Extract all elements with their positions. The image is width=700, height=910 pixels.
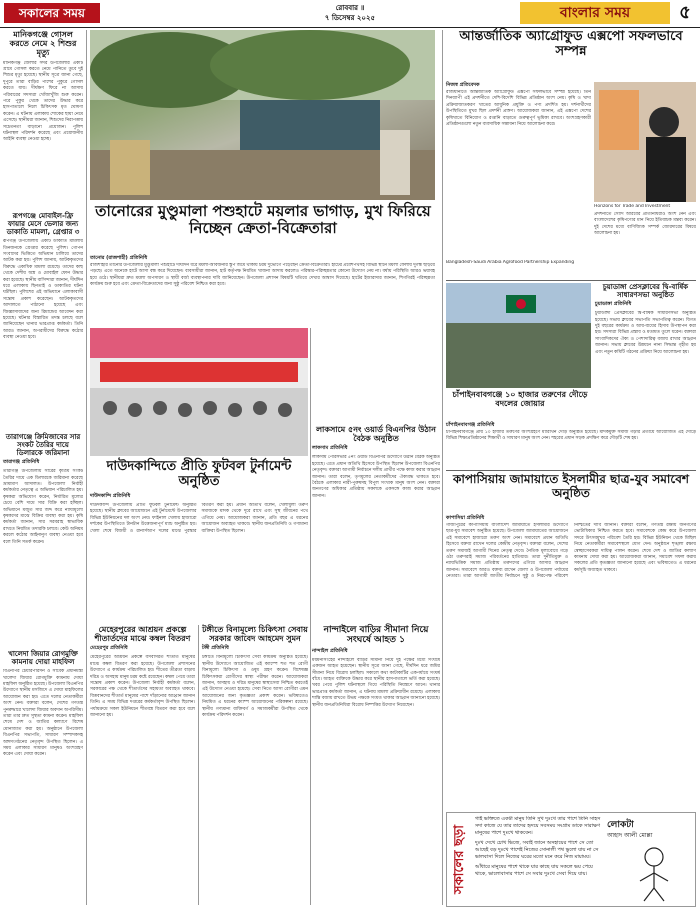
byline: তানোর (রাজশাহী) প্রতিনিধি bbox=[90, 255, 148, 261]
poem-author: আহাদ আলী মোল্লা bbox=[607, 832, 653, 839]
article-ambulance: রূপগঞ্জে মোবাইল-ফ্রি ফায়ার মেসে ভেলার জন্য ডাকাতি মামলা, গ্রেপ্তার ৩ রূপগঞ্জ উপজেলায় একটি ডাকাতি মামলায় তিনজনকে গ্রেপ্তার করেছে পুলিশ। গোপন সংবাদের ভিত্তিতে অভিযান চালিয়ে তাদের আটক করা হয়। পুলিশ জানায়, আটককৃতদের বিরুদ্ধে একাধিক মামলা রয়েছে। তাদের কাছ থেকে দেশীয় অস্ত্র ও মোবাইল ফোন উদ্ধার করা হয়েছে। স্থানীয় বাসিন্দারা জানান, দীর্ঘদিন ধরে এলাকায় ছিনতাই ও ডাকাতির ঘটনা ঘটছিল। পুলিশের এই অভিযানে এলাকাবাসী সন্তোষ প্রকাশ করেছেন। আটককৃতদের আদালতে পাঠানো হয়েছে এবং জিজ্ঞাসাবাদের জন্য রিমান্ডের আবেদন করা হয়েছে। ঘটনার বিস্তারিত তদন্ত চলছে বলে জানিয়েছেন থানার ভারপ্রাপ্ত কর্মকর্তা। তিনি আরও জানান, অপরাধীদের বিরুদ্ধে কঠোর ব্যবস্থা নেওয়া হবে। bbox=[3, 212, 83, 341]
poem-stanza: আঁধারে মানুষের পাশে থাকে যার কাছে যায় সকলে ভয় পেয়ে থাকে, ভালোবাসার পাশে সে সবার দুঃখে সেবা দিয়ে যায়। bbox=[475, 864, 593, 877]
rally-photo bbox=[446, 283, 591, 388]
article-khaleda: খালেদা জিয়ার রোগমুক্তি কামনায় দোয়া মাহফিল বিএনপির চেয়ারপারসন ও সাবেক প্রধানমন্ত্রী খালেদা জিয়ার রোগমুক্তি কামনায় দোয়া মাহফিল অনুষ্ঠিত হয়েছে। উপজেলা বিএনপির উদ্যোগে স্থানীয় মসজিদে এ দোয়া মাহফিলের আয়োজন করা হয়। এতে দলের নেতাকর্মীরা অংশ নেন। বক্তারা বলেন, দেশের গণতন্ত্র পুনরুদ্ধারে খালেদা জিয়ার অবদান অপরিসীম। তারা তার দ্রুত সুস্থতা কামনা করেন। মাহফিল শেষে দেশ ও জাতির কল্যাণে বিশেষ মোনাজাত করা হয়। অনুষ্ঠানে উপজেলা বিএনপির সভাপতি, সাধারণ সম্পাদকসহ অঙ্গসংগঠনের নেতৃবৃন্দ উপস্থিত ছিলেন। এ সময় এলাকার সাধারণ মানুষও অংশগ্রহণ করেন এবং দোয়া করেন। bbox=[3, 650, 83, 758]
article-meherpur: মেহেরপুরের আশ্রয়ন প্রকল্পে শীতার্তদের মাঝে কম্বল বিতরণ মেহেরপুর প্রতিনিধি মেহেরপুরের আশ্রয়ন প্রকল্পে বসবাসরত শীতার্ত মানুষের মাঝে কম্বল বিতরণ করা হয়েছে। উপজেলা প্রশাসনের উদ্যোগে এ কার্যক্রম পরিচালিত হয়। শীতের তীব্রতা বাড়ায় দরিদ্র ও অসহায় মানুষ চরম কষ্টে রয়েছেন। কম্বল পেয়ে তারা সন্তোষ প্রকাশ করেন। উপজেলা নির্বাহী কর্মকর্তা বলেন, সরকারের পক্ষ থেকে শীতার্তদের সহায়তা অব্যাহত থাকবে। বিত্তবানদের শীতার্ত মানুষের পাশে দাঁড়ানোর আহ্বান জানান তিনি। এ সময় বিভিন্ন দপ্তরের কর্মকর্তাবৃন্দ উপস্থিত ছিলেন। পর্যায়ক্রমে সকল ইউনিয়নে শীতবস্ত্র বিতরণ করা হবে বলে জানানো হয়। bbox=[90, 625, 195, 719]
article-title: মানিকগঞ্জে গোসল করতে নেমে ২ শিশুর মৃত্যু bbox=[9, 30, 77, 58]
article-tongi: টঙ্গীতে বিনামূল্যে চিকিৎসা সেবায় সরকার জাবেদ আহমেদ সুমন টঙ্গী প্রতিনিধি টঙ্গীতে বিনামূল্যে চিকিৎসা সেবা কার্যক্রম অনুষ্ঠিত হয়েছে। স্থানীয় উদ্যোগে আয়োজিত এই ক্যাম্পে শত শত রোগী বিনামূল্যে চিকিৎসা ও ওষুধ গ্রহণ করেন। বিশেষজ্ঞ চিকিৎসকরা রোগীদের স্বাস্থ্য পরীক্ষা করেন। আয়োজকরা জানান, অসহায় ও দরিদ্র মানুষের স্বাস্থ্যসেবা নিশ্চিত করতেই এই উদ্যোগ নেওয়া হয়েছে। সেবা নিতে আসা রোগীরা এমন আয়োজনের জন্য কৃতজ্ঞতা প্রকাশ করেন। ভবিষ্যতেও নিয়মিত এ ধরনের ক্যাম্প আয়োজনের পরিকল্পনা রয়েছে। স্থানীয় গণ্যমান্য ব্যক্তিবর্গ ও সমাজকর্মীরা উপস্থিত থেকে কার্যক্রম পরিদর্শন করেন। bbox=[202, 625, 308, 719]
meeting-photo-illustration bbox=[90, 328, 308, 456]
lead-headline bbox=[88, 203, 438, 248]
article-title: আন্তর্জাতিক অ্যাগ্রোফুড এক্সপো সফলভাবে সম্পন্ন bbox=[459, 29, 683, 59]
byline: নিজস্ব প্রতিবেদক bbox=[446, 82, 480, 88]
byline: কাপাসিয়া প্রতিনিধি bbox=[446, 515, 485, 521]
masthead-logo: সকালের সময় bbox=[4, 3, 100, 23]
expo-photo-caption: Horizons for Trade and Investment bbox=[594, 204, 671, 209]
lead-photo bbox=[90, 30, 435, 200]
poem-title: লোকটা bbox=[607, 820, 634, 830]
masthead bbox=[0, 0, 700, 26]
byline: চাঁপাইনবাবগঞ্জ প্রতিনিধি bbox=[446, 422, 495, 428]
cartoon-man-icon bbox=[622, 843, 687, 903]
lead-photo-illustration bbox=[90, 30, 435, 200]
article-title: খালেদা জিয়ার রোগমুক্তি কামনায় দোয়া মাহফিল bbox=[8, 650, 78, 667]
article-title: চাঁপাইনবাবগঞ্জে ১০ হাজার তরুণের দৌড়ে বদলের জোয়ার bbox=[452, 390, 588, 409]
poem-box bbox=[446, 812, 696, 907]
article-football: দাউদকান্দিতে প্রীতি ফুটবল টুর্নামেন্ট অনুষ্ঠিত দাউদকান্দি প্রতিনিধি দাউদকান্দি উপজেলায় প্রীতি ফুটবল টুর্নামেন্ট অনুষ্ঠিত হয়েছে। স্থানীয় ক্লাবের আয়োজনে এই টুর্নামেন্টে উপজেলার বিভিন্ন ইউনিয়নের দল অংশ নেয়। ফাইনাল খেলায় হাজারো দর্শকের উপস্থিতিতে টানটান উত্তেজনাপূর্ণ ম্যাচ অনুষ্ঠিত হয়। খেলা শেষে বিজয়ী ও রানার্সআপ দলের মাঝে পুরস্কার বিতরণ করা হয়। প্রধান অতিথি বলেন, খেলাধুলা তরুণ সমাজকে মাদক থেকে দূরে রাখে এবং সুস্থ জীবনের পথে এগিয়ে নেয়। আয়োজকরা জানান, প্রতি বছর এ ধরনের আয়োজন অব্যাহত থাকবে। স্থানীয় জনপ্রতিনিধি ও গণ্যমান্য ব্যক্তিরা উপস্থিত ছিলেন। bbox=[90, 459, 308, 534]
article-nandail: নান্দাইলে বাড়ির সীমানা নিয়ে সংঘর্ষে আহত ১ নান্দাইল প্রতিনিধি ময়মনসিংহের নান্দাইলে বাড়ির সীমানা নিয়ে দুই পক্ষের মধ্যে সংঘর্ষে একজন আহত হয়েছেন। স্থানীয় সূত্রে জানা গেছে, দীর্ঘদিন ধরে জমির সীমানা নিয়ে বিরোধ চলছিল। সকালে কথা কাটাকাটির একপর্যায়ে সংঘর্ষ বাঁধে। আহত ব্যক্তিকে উদ্ধার করে স্থানীয় হাসপাতালে ভর্তি করা হয়েছে। খবর পেয়ে পুলিশ ঘটনাস্থলে গিয়ে পরিস্থিতি নিয়ন্ত্রণে আনে। থানার ভারপ্রাপ্ত কর্মকর্তা জানান, এ ঘটনায় মামলা প্রক্রিয়াধীন রয়েছে। এলাকায় শান্তি বজায় রাখতে উভয় পক্ষকে সংযত থাকার আহ্বান জানানো হয়েছে। স্থানীয় জনপ্রতিনিধিরা বিরোধ নিষ্পত্তির উদ্যোগ নিয়েছেন। bbox=[312, 625, 440, 708]
article-kapasia bbox=[446, 473, 696, 513]
expo-body: নিজস্ব প্রতিবেদক রাজধানীতে আন্তর্জাতিক অ্যাগ্রোফুড এক্সপো সফলভাবে সম্পন্ন হয়েছে। তিন দিনব্যাপী এই প্রদর্শনীতে দেশি-বিদেশি বিভিন্ন প্রতিষ্ঠান অংশ নেয়। কৃষি ও খাদ্য প্রক্রিয়াজাতকরণ খাতের আধুনিক প্রযুক্তি ও পণ্য প্রদর্শিত হয়। দর্শনার্থীদের উপস্থিতিতে মুখর ছিল প্রদর্শনী প্রাঙ্গণ। আয়োজকরা জানান, এই এক্সপো দেশের কৃষিখাতে বিনিয়োগ ও রপ্তানি বাড়াতে গুরুত্বপূর্ণ ভূমিকা রাখবে। অংশগ্রহণকারী প্রতিষ্ঠানগুলো নতুন ব্যবসায়িক সম্ভাবনা নিয়ে আলোচনা করে। Bangladesh-Saudi Arabia Agrofood Partnership Expanding bbox=[446, 82, 591, 277]
poem-text bbox=[475, 816, 603, 904]
article-title: তানোরের মুণ্ডুমালা পশুহাটে ময়লার ভাগাড়, মুখ ফিরিয়ে নিচ্ছেন ক্রেতা-বিক্রেতারা bbox=[95, 202, 431, 238]
article-title: নান্দাইলে বাড়ির সীমানা নিয়ে সংঘর্ষে আহত ১ bbox=[323, 625, 429, 646]
meeting-photo bbox=[90, 328, 308, 456]
byline: চুয়াডাঙ্গা প্রতিনিধি bbox=[595, 301, 632, 308]
article-title: তারাগঞ্জে ক্রিমিজাবের সার সংকট তৈরির দায়ে ডিলারকে জরিমানা bbox=[5, 433, 81, 458]
article-chapai bbox=[446, 390, 594, 420]
expo-photo bbox=[594, 82, 696, 202]
byline: টঙ্গী প্রতিনিধি bbox=[202, 645, 229, 652]
rally-photo-illustration bbox=[446, 283, 591, 388]
chapai-body: চাঁপাইনবাবগঞ্জ প্রতিনিধি চাঁপাইনবাবগঞ্জে প্রায় ১০ হাজার তরুণের অংশগ্রহণে ম্যারাথন দৌড় অনুষ্ঠিত হয়েছে। মাদকমুক্ত সমাজ গড়ার প্রত্যয়ে আয়োজিত এই দৌড়ে বিভিন্ন শিক্ষাপ্রতিষ্ঠানের শিক্ষার্থী ও সাধারণ মানুষ অংশ নেন। শহরের প্রধান সড়ক প্রদক্ষিণ করে দৌড়টি শেষ হয়। bbox=[446, 422, 696, 442]
byline: লাকসাম প্রতিনিধি bbox=[312, 445, 348, 452]
page-number: ৫ bbox=[679, 2, 691, 23]
byline: নান্দাইল প্রতিনিধি bbox=[312, 647, 348, 654]
expo-english-line: Bangladesh-Saudi Arabia Agrofood Partnership Expanding bbox=[446, 260, 575, 265]
poem-stanza: গাই ভক্তিতে একটা মানুষ তিনি সুখ দুঃখে তার পাশে তিনি সাহস সদা কাজে যে তার তাদের হৃদয়ে সবসময় সংগ্রাম ডাকে সারাক্ষণ মানুষের পাশে দুঃখে থাকবেন। bbox=[475, 816, 601, 836]
byline: তারাগঞ্জ প্রতিনিধি bbox=[3, 459, 40, 466]
article-title: দাউদকান্দিতে প্রীতি ফুটবল টুর্নামেন্ট অনুষ্ঠিত bbox=[106, 459, 292, 489]
lead-body: তানোর (রাজশাহী) প্রতিনিধি রাজশাহীর তানোর উপজেলার মুণ্ডুমালা পশুহাটে দীর্ঘদিন ধরে ময়লা-আবর্জনার স্তূপ জমে থাকায় চরম দুর্ভোগে পড়েছেন ক্রেতা-বিক্রেতারা। হাটের প্রবেশপথসহ বিভিন্ন স্থানে ময়লা ফেলায় দুর্গন্ধ ছড়িয়ে পড়ছে। এতে অনেকে হাটে আসা বন্ধ করে দিয়েছেন। ব্যবসায়ীরা জানান, হাট কর্তৃপক্ষ নিয়মিত খাজনা আদায় করলেও পরিষ্কার-পরিচ্ছন্নতার কোনো উদ্যোগ নেয় না। বর্ষায় পরিস্থিতি আরও ভয়াবহ হয়ে ওঠে। স্থানীয়রা দ্রুত ময়লা অপসারণ ও স্থায়ী বর্জ্য ব্যবস্থাপনার দাবি জানিয়েছেন। উপজেলা প্রশাসন বিষয়টি খতিয়ে দেখার আশ্বাস দিয়েছে। হাটের ইজারাদার জানান, শিগগিরই পরিচ্ছন্নতা কার্যক্রম শুরু হবে এবং ক্রেতা-বিক্রেতাদের জন্য সুষ্ঠু পরিবেশ নিশ্চিত করা হবে। bbox=[90, 255, 435, 288]
article-title: রূপগঞ্জে মোবাইল-ফ্রি ফায়ার মেসে ভেলার জন্য ডাকাতি মামলা, গ্রেপ্তার ৩ bbox=[6, 212, 80, 237]
article-title: মেহেরপুরের আশ্রয়ন প্রকল্পে শীতার্তদের মাঝে কম্বল বিতরণ bbox=[94, 625, 191, 644]
masthead-section: বাংলার সময় bbox=[520, 2, 670, 24]
masthead-day: রোববার ॥ bbox=[335, 4, 365, 12]
expo-photo-illustration bbox=[594, 82, 696, 202]
byline: দাউদকান্দি প্রতিনিধি bbox=[90, 492, 131, 499]
article-title: কাপাসিয়ায় জামায়াতে ইসলামীর ছাত্র-যুব সমাবেশ অনুষ্ঠিত bbox=[452, 472, 690, 500]
masthead-date: ৭ ডিসেম্বর ২০২৫ bbox=[324, 14, 376, 22]
article-taraganj: তারাগঞ্জে ক্রিমিজাবের সার সংকট তৈরির দায়ে ডিলারকে জরিমানা তারাগঞ্জ প্রতিনিধি তারাগঞ্জ উপজেলায় সারের কৃত্রিম সংকট তৈরির দায়ে এক ডিলারকে জরিমানা করেছে ভ্রাম্যমাণ আদালত। উপজেলা নির্বাহী কর্মকর্তার নেতৃত্বে এ অভিযান পরিচালিত হয়। কৃষকরা অভিযোগ করেন, নির্ধারিত মূল্যের চেয়ে বেশি দামে সার বিক্রি করা হচ্ছিল। অভিযানে মজুত সার জব্দ করে ন্যায্যমূল্যে কৃষকদের মাঝে বিক্রির ব্যবস্থা করা হয়। কৃষি কর্মকর্তা জানান, সার সরবরাহ স্বাভাবিক রাখতে নিয়মিত তদারকি চলবে। কেউ অনিয়ম করলে কঠোর আইনানুগ ব্যবস্থা নেওয়া হবে বলে তিনি সতর্ক করেন। bbox=[3, 433, 83, 545]
article-chuadanga: চুয়াডাঙ্গা প্রেসক্লাবের দ্বি-বার্ষিক সাধারণসভা অনুষ্ঠিত চুয়াডাঙ্গা প্রতিনিধি চুয়াডাঙ্গা প্রেসক্লাবের দ্বি-বার্ষিক সাধারণসভা অনুষ্ঠিত হয়েছে। সভায় ক্লাবের সভাপতি সভাপতিত্ব করেন। বিগত দুই বছরের কার্যক্রম ও আয়-ব্যয়ের হিসাব উপস্থাপন করা হয়। সদস্যরা বিভিন্ন প্রস্তাব ও মতামত তুলে ধরেন। বক্তারা সাংবাদিকদের ঐক্য ও পেশাদারিত্ব বজায় রাখার আহ্বান জানান। সভায় ক্লাবের উন্নয়নে নানা সিদ্ধান্ত গৃহীত হয় এবং নতুন কমিটি গঠনের প্রক্রিয়া নিয়ে আলোচনা হয়। bbox=[595, 283, 696, 355]
poem-label: সকালের ছড়া bbox=[452, 825, 467, 895]
poem-stanza: দুঃখ দেখে চোখ ভিজে, সবাই জানে অসহায়ের পাশে সে তো আছেই বড় দুঃখে পাশেই নিজের সোনালী পথ ভুলো যায় না সে ভালবাসা দিলে নিজের ঘরের মতো মনে করে নিজ মায়াময়। bbox=[475, 840, 599, 860]
article-drown: মানিকগঞ্জে গোসল করতে নেমে ২ শিশুর মৃত্যু মানিকগঞ্জ জেলার সদর উপজেলার একটি গ্রামে গোসল করতে নেমে পানিতে ডুবে দুই শিশুর মৃত্যু হয়েছে। স্থানীয় সূত্রে জানা গেছে, দুপুরে তারা বাড়ির পাশের পুকুরে গোসল করতে যায়। দীর্ঘক্ষণ ফিরে না আসায় পরিবারের সদস্যরা খোঁজাখুঁজি শুরু করেন। পরে পুকুর থেকে তাদের উদ্ধার করে হাসপাতালে নিলে চিকিৎসক মৃত ঘোষণা করেন। এ ঘটনায় এলাকায় শোকের ছায়া নেমে এসেছে। স্থানীয়রা জানান, শিশুদের নিরাপত্তায় সচেতনতা বাড়ানো প্রয়োজন। পুলিশ ঘটনাস্থল পরিদর্শন করেছে এবং প্রয়োজনীয় আইনি ব্যবস্থা নেওয়া হচ্ছে। bbox=[3, 30, 83, 143]
kapasia-body: কাপাসিয়া প্রতিনিধি গাজীপুরের কাপাসিয়ায় বাংলাদেশ জামায়াতে ইসলামীর উদ্যোগে ছাত্র-যুব সমাবেশ অনুষ্ঠিত হয়েছে। উপজেলা জামায়াতের আয়োজনে এই সমাবেশে হাজারো তরুণ অংশ নেন। সমাবেশে প্রধান অতিথি হিসেবে বক্তব্য রাখেন দলের কেন্দ্রীয় নেতৃবৃন্দ। বক্তারা বলেন, দেশের তরুণ সমাজই আগামী দিনের নেতৃত্ব দেবে। নৈতিক মূল্যবোধে গড়ে ওঠা তরুণরাই সমাজ পরিবর্তনের হাতিয়ার। তারা দুর্নীতিমুক্ত ও ন্যায়ভিত্তিক সমাজ প্রতিষ্ঠায় তরুণদের এগিয়ে আসার আহ্বান জানান। সমাবেশে আরও বক্তব্য রাখেন জেলা ও উপজেলা পর্যায়ের নেতারা। তারা আগামী জাতীয় নির্বাচনে সুষ্ঠু ও নিরপেক্ষ পরিবেশ নিশ্চিতের দাবি জানান। বক্তারা বলেন, গণতন্ত্র রক্ষায় জনগণের ভোটাধিকার নিশ্চিত করতে হবে। সমাবেশকে কেন্দ্র করে উপজেলা সদরে উৎসবমুখর পরিবেশ তৈরি হয়। বিভিন্ন ইউনিয়ন থেকে মিছিল নিয়ে নেতাকর্মীরা সমাবেশস্থলে যোগ দেন। অনুষ্ঠানে শৃঙ্খলা রক্ষায় স্বেচ্ছাসেবকরা দায়িত্ব পালন করেন। শেষে দেশ ও জাতির কল্যাণ কামনায় দোয়া করা হয়। আয়োজকরা জানান, সমাবেশ সফল করায় সকলের প্রতি কৃতজ্ঞতা জানানো হয়েছে এবং ভবিষ্যতেও এ ধরনের কর্মসূচি অব্যাহত থাকবে। bbox=[446, 515, 696, 580]
article-title: লাকসামে ৫নং ওয়ার্ড বিএনপির উঠান বৈঠক অনুষ্ঠিত bbox=[316, 425, 436, 444]
article-title: চুয়াডাঙ্গা প্রেসক্লাবের দ্বি-বার্ষিক সাধারণসভা অনুষ্ঠিত bbox=[602, 283, 689, 300]
byline: মেহেরপুর প্রতিনিধি bbox=[90, 645, 128, 652]
poem-illustration bbox=[622, 843, 687, 903]
vertical-banner bbox=[446, 812, 447, 813]
article-title: টঙ্গীতে বিনামূল্যে চিকিৎসা সেবায় সরকার জাবেদ আহমেদ সুমন bbox=[202, 625, 308, 644]
article-lakshmi: লাকসামে ৫নং ওয়ার্ড বিএনপির উঠান বৈঠক অনুষ্ঠিত লাকসাম প্রতিনিধি লাকসাম পৌরসভার ৫নং ওয়ার্ড বিএনপির উদ্যোগে উঠান বৈঠক অনুষ্ঠিত হয়েছে। এতে প্রধান অতিথি হিসেবে উপস্থিত ছিলেন উপজেলা বিএনপির নেতৃবৃন্দ। বক্তারা আগামী নির্বাচনে দলীয় প্রার্থীর পক্ষে কাজ করার আহ্বান জানান। তারা বলেন, তৃণমূলের নেতাকর্মীদের ঐক্যবদ্ধ থাকতে হবে। বৈঠকে এলাকার নারী-পুরুষসহ বিপুল সংখ্যক মানুষ অংশ নেন। বক্তারা জনগণের অধিকার প্রতিষ্ঠায় সকলকে একসঙ্গে কাজ করার আহ্বান জানান। bbox=[312, 425, 440, 499]
article-expo bbox=[446, 30, 696, 80]
